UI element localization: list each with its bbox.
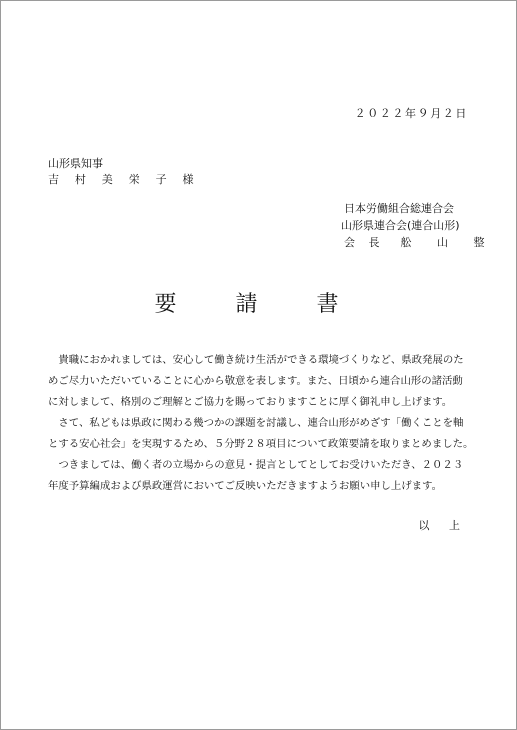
body-paragraph-3	[48, 455, 470, 476]
sender-signature	[344, 234, 496, 250]
body-line: めご尽力いただいていることに心から敬意を表します。また、日頃から連合山形の諸活動	[48, 375, 463, 387]
body-paragraph-1	[48, 350, 470, 371]
body-line: に対しまして、格別のご理解とご協力を賜っておりますことに厚く御礼申し上げます。	[48, 396, 453, 408]
sender-person: 舩 山 整	[400, 236, 496, 249]
body-paragraph-2	[48, 413, 470, 434]
document-body	[48, 350, 474, 497]
closing-mark: 以 上	[418, 519, 468, 532]
body-line: 年度予算編成および県政運営においてご反映いただきますようお願い申し上げます。	[48, 480, 443, 492]
document-title: 要 請 書	[154, 292, 365, 317]
body-line: つきましては、働く者の立場からの意見・提言としてとしてお受けいただき、２０２３	[58, 459, 464, 471]
sender-organization: 日本労働組合総連合会	[344, 202, 454, 215]
body-line: とする安心社会」を実現するため、５分野２８項目について政策要請を取りまとめました。	[48, 438, 474, 450]
document-date: ２０２２年９月２日	[354, 107, 468, 120]
body-line: さて、私どもは県政に関わる幾つかの課題を討議し、連合山形がめざす「働くことを軸	[58, 417, 464, 429]
recipient-organization: 山形県知事	[48, 157, 103, 170]
body-line: 貴職におかれましては、安心して働き続け生活ができる環境づくりなど、県政発展のた	[58, 354, 464, 366]
sender-role: 会 長	[344, 236, 385, 249]
recipient-name: 吉 村 美 栄 子 様	[48, 173, 200, 186]
sender-branch: 山形県連合会(連合山形)	[341, 219, 460, 232]
